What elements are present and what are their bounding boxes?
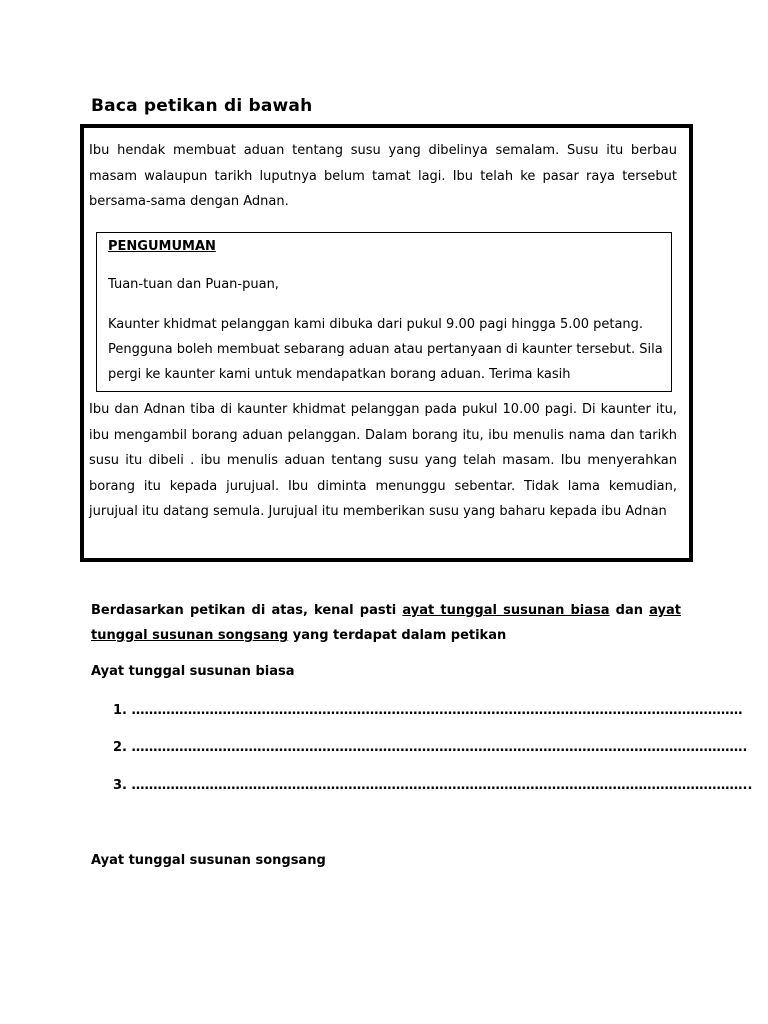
notice-greeting: Tuan-tuan dan Puan-puan, — [108, 277, 279, 292]
question-part-3: yang terdapat dalam petikan — [288, 628, 507, 643]
answer-line-2[interactable]: 2. ……………………………………………………………………………………………………………………………. — [113, 740, 748, 755]
passage-paragraph-1: Ibu hendak membuat aduan tentang susu yang dibelinya semalam. Susu itu berbau masam walaupun tarikh luputnya belum tamat lagi. Ibu telah ke pasar raya tersebut bersama-sama dengan Adnan. — [89, 143, 677, 209]
question-part-2: dan — [609, 603, 650, 618]
notice-body: Kaunter khidmat pelanggan kami dibuka dari pukul 9.00 pagi hingga 5.00 petang. Pengguna boleh membuat sebarang aduan atau pertanyaan di kaunter tersebut. Sila pergi ke kaunter kami untuk mendapatkan borang aduan. Terima kasih — [108, 317, 663, 382]
question-term-songsang: ayat tunggal susunan songsang — [91, 603, 682, 643]
passage-paragraph-2: Ibu dan Adnan tiba di kaunter khidmat pelanggan pada pukul 10.00 pagi. Di kaunter itu, ibu mengambil borang aduan pelanggan. Dalam borang itu, ibu menulis nama dan tarikh susu itu dibeli . ibu menulis aduan tentang susu yang telah masam. Ibu menyerahkan borang itu kepada jurujual. Ibu diminta menunggu sebentar. Tidak lama kemudian, jurujual itu datang semula. Jurujual itu memberikan susu yang baharu kepada ibu Adnan — [89, 402, 677, 519]
question-part-1: Berdasarkan petikan di atas, kenal pasti — [91, 603, 403, 618]
section-heading-songsang: Ayat tunggal susunan songsang — [91, 853, 326, 868]
page-title: Baca petikan di bawah — [91, 96, 313, 116]
question-term-biasa: ayat tunggal susunan biasa — [402, 603, 610, 618]
notice-title: PENGUMUMAN — [108, 239, 216, 254]
answer-line-1[interactable]: 1. …………………………………………………………………………………………………………………………… — [113, 703, 743, 718]
answer-line-3[interactable]: 3. …………………………………………………………………………………………………………………………….. — [113, 778, 753, 793]
section-heading-biasa: Ayat tunggal susunan biasa — [91, 664, 295, 679]
question-instruction — [91, 598, 681, 648]
